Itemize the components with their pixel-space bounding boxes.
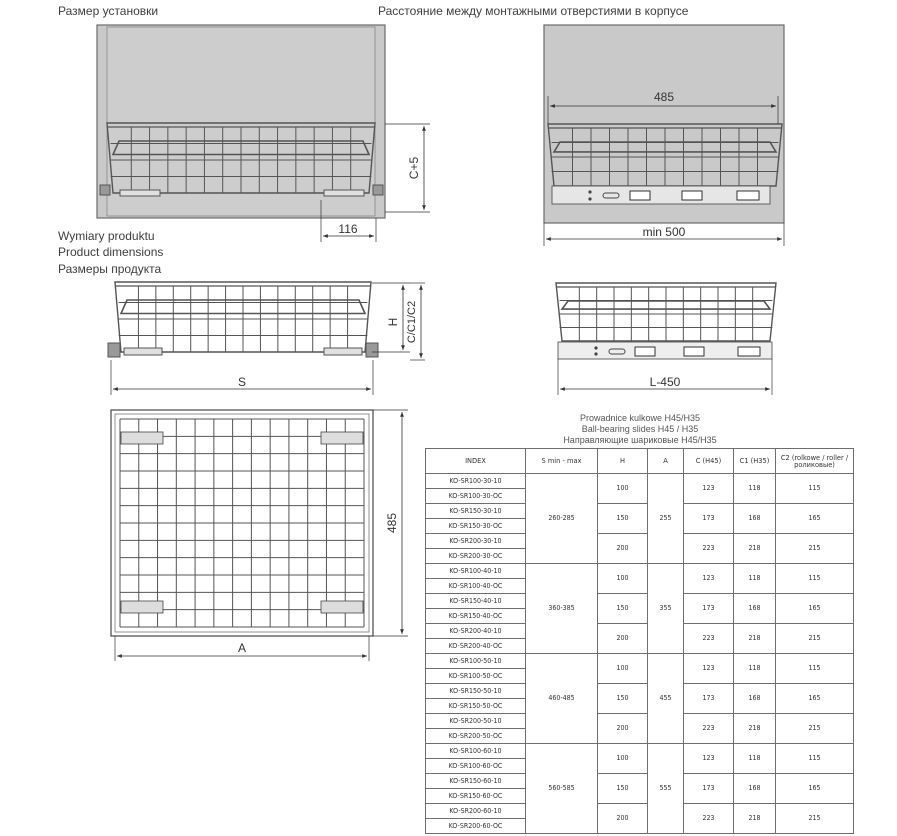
- table-row: [426, 744, 854, 759]
- index-cell: KO-SR200-60-OC: [426, 819, 526, 834]
- dim-c-plus-5-text: C+5: [407, 156, 421, 180]
- index-cell: KO-SR150-60-10: [426, 774, 526, 789]
- index-cell: KO-SR100-30-10: [426, 474, 526, 489]
- index-cell: KO-SR150-30-10: [426, 504, 526, 519]
- table-header-row: [426, 449, 854, 474]
- c1-cell: 118: [734, 744, 776, 774]
- h-cell: 100: [598, 474, 648, 504]
- caption-en: Ball-bearing slides H45 / H35: [581, 424, 699, 434]
- c2-cell: 215: [776, 804, 854, 834]
- index-cell: KO-SR100-60-OC: [426, 759, 526, 774]
- caption-ru: Направляющие шариковые H45/H35: [563, 435, 717, 445]
- h-cell: 150: [598, 774, 648, 804]
- c-cell: 173: [684, 504, 734, 534]
- h-cell: 200: [598, 714, 648, 744]
- index-cell: KO-SR150-30-OC: [426, 519, 526, 534]
- h-cell: 100: [598, 744, 648, 774]
- table-row: [426, 474, 854, 489]
- index-cell: KO-SR200-40-OC: [426, 639, 526, 654]
- h-cell: 100: [598, 654, 648, 684]
- c1-cell: 168: [734, 504, 776, 534]
- h-cell: 150: [598, 684, 648, 714]
- dim-s-text: S: [237, 375, 247, 389]
- mounting-holes-label: Расстояние между монтажными отверстиями в корпусе: [378, 4, 689, 18]
- index-cell: KO-SR100-60-10: [426, 744, 526, 759]
- s-range-cell: 360-385: [526, 564, 598, 654]
- c-cell: 173: [684, 594, 734, 624]
- c1-cell: 118: [734, 564, 776, 594]
- basket-front-2: [108, 282, 378, 357]
- col-c: C (H45): [684, 449, 734, 474]
- c2-cell: 165: [776, 684, 854, 714]
- dim-a-text: A: [237, 641, 247, 655]
- dim-a: [115, 636, 369, 661]
- c-cell: 123: [684, 654, 734, 684]
- c2-cell: 115: [776, 564, 854, 594]
- c-cell: 123: [684, 564, 734, 594]
- a-cell: 555: [648, 744, 684, 834]
- caption-pl: Prowadnice kulkowe H45/H35: [579, 413, 701, 423]
- a-cell: 355: [648, 564, 684, 654]
- index-cell: KO-SR100-30-OC: [426, 489, 526, 504]
- s-range-cell: 260-285: [526, 474, 598, 564]
- c1-cell: 168: [734, 684, 776, 714]
- s-range-cell: 560-585: [526, 744, 598, 834]
- table-row: [426, 564, 854, 579]
- table-row: [426, 804, 854, 819]
- h-cell: 150: [598, 504, 648, 534]
- col-c1: C1 (H35): [734, 449, 776, 474]
- dim-485-side: [373, 410, 408, 636]
- c1-cell: 118: [734, 654, 776, 684]
- table-row: [426, 534, 854, 549]
- c1-cell: 218: [734, 534, 776, 564]
- c2-cell: 115: [776, 654, 854, 684]
- dim-s: [111, 360, 373, 395]
- dim-min-500: [544, 223, 784, 246]
- col-h: H: [598, 449, 648, 474]
- col-c2: C2 (rolkowe / roller / роликовые): [776, 449, 854, 474]
- table-row: [426, 504, 854, 519]
- s-range-cell: 460-485: [526, 654, 598, 744]
- dim-c-plus-5: [385, 124, 430, 212]
- c1-cell: 118: [734, 474, 776, 504]
- table-row: [426, 774, 854, 789]
- index-cell: KO-SR200-30-OC: [426, 549, 526, 564]
- dim-485-side-text: 485: [385, 512, 399, 534]
- h-cell: 200: [598, 804, 648, 834]
- dim-c-c1-c2-text: C/C1/C2: [406, 300, 418, 344]
- c-cell: 123: [684, 744, 734, 774]
- dim-h-text: H: [386, 317, 400, 327]
- table-row: [426, 654, 854, 669]
- c-cell: 173: [684, 774, 734, 804]
- c2-cell: 215: [776, 714, 854, 744]
- dim-c-c1-c2: [406, 283, 425, 360]
- mounting-side-view: [544, 25, 784, 223]
- h-cell: 100: [598, 564, 648, 594]
- dim-min-500-text: min 500: [642, 225, 686, 239]
- a-cell: 255: [648, 474, 684, 564]
- c2-cell: 215: [776, 624, 854, 654]
- dim-l-450: [558, 359, 772, 395]
- c2-cell: 115: [776, 474, 854, 504]
- dim-h: [372, 283, 410, 352]
- index-cell: KO-SR100-40-OC: [426, 579, 526, 594]
- c1-cell: 168: [734, 594, 776, 624]
- index-cell: KO-SR100-40-10: [426, 564, 526, 579]
- dim-485-top-text: 485: [653, 90, 675, 104]
- index-cell: KO-SR150-50-10: [426, 684, 526, 699]
- table-row: [426, 594, 854, 609]
- c-cell: 173: [684, 684, 734, 714]
- c-cell: 123: [684, 474, 734, 504]
- index-cell: KO-SR150-50-OC: [426, 699, 526, 714]
- index-cell: KO-SR200-30-10: [426, 534, 526, 549]
- col-s: S min - max: [526, 449, 598, 474]
- h-cell: 200: [598, 624, 648, 654]
- c2-cell: 165: [776, 504, 854, 534]
- c2-cell: 115: [776, 744, 854, 774]
- a-cell: 455: [648, 654, 684, 744]
- installation-front-view: [97, 25, 385, 218]
- dim-116-text: 116: [338, 222, 358, 236]
- spec-table: [425, 448, 854, 834]
- dim-l-450-text: L-450: [649, 375, 681, 389]
- index-cell: KO-SR200-50-10: [426, 714, 526, 729]
- c1-cell: 218: [734, 624, 776, 654]
- table-row: [426, 714, 854, 729]
- index-cell: KO-SR200-50-OC: [426, 729, 526, 744]
- basket-top-view: [111, 410, 373, 636]
- c1-cell: 218: [734, 714, 776, 744]
- product-dims-label-pl: Wymiary produktu: [58, 229, 155, 243]
- table-row: [426, 684, 854, 699]
- c-cell: 223: [684, 534, 734, 564]
- index-cell: KO-SR150-40-10: [426, 594, 526, 609]
- h-cell: 150: [598, 594, 648, 624]
- c2-cell: 165: [776, 774, 854, 804]
- index-cell: KO-SR150-40-OC: [426, 609, 526, 624]
- c-cell: 223: [684, 714, 734, 744]
- table-caption: [490, 413, 790, 446]
- index-cell: KO-SR200-60-10: [426, 804, 526, 819]
- c-cell: 223: [684, 804, 734, 834]
- c1-cell: 168: [734, 774, 776, 804]
- col-a: A: [648, 449, 684, 474]
- index-cell: KO-SR100-50-OC: [426, 669, 526, 684]
- table-row: [426, 624, 854, 639]
- index-cell: KO-SR200-40-10: [426, 624, 526, 639]
- c-cell: 223: [684, 624, 734, 654]
- c2-cell: 165: [776, 594, 854, 624]
- installation-size-label: Размер установки: [58, 4, 159, 18]
- col-index: INDEX: [426, 449, 526, 474]
- c2-cell: 215: [776, 534, 854, 564]
- c1-cell: 218: [734, 804, 776, 834]
- h-cell: 200: [598, 534, 648, 564]
- index-cell: KO-SR150-60-OC: [426, 789, 526, 804]
- product-dims-label-en: Product dimensions: [58, 245, 164, 259]
- basket-side-2: [556, 283, 776, 341]
- product-dims-label-ru: Размеры продукта: [58, 262, 162, 276]
- index-cell: KO-SR100-50-10: [426, 654, 526, 669]
